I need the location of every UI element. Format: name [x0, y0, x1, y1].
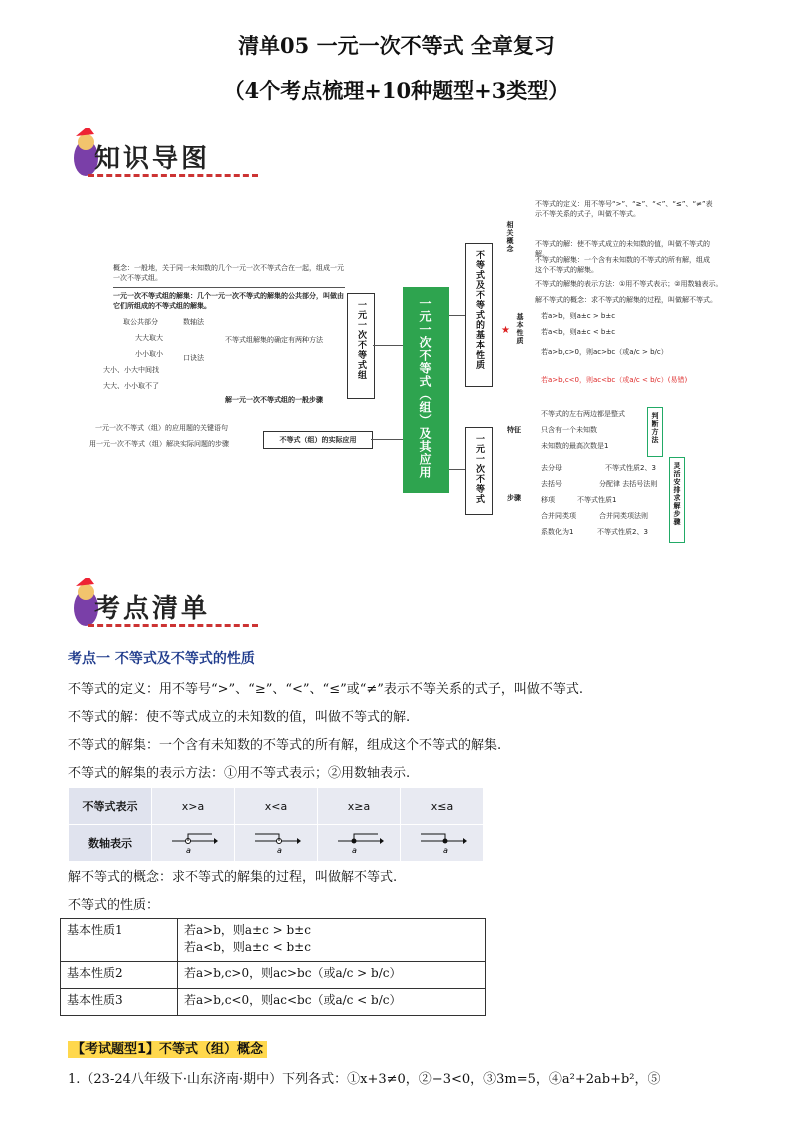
banner-mindmap-text: 知识导图 [94, 144, 211, 174]
question-type-tag: 【考试题型1】不等式（组）概念 [68, 1038, 267, 1057]
number-line-table: 不等式表示 x>a x<a x≥a x≤a 数轴表示 a a a a [68, 787, 484, 862]
solution-text: 不等式的解：使不等式成立的未知数的值，叫做不等式的解. [68, 710, 411, 725]
solution-set-text: 一元一次不等式组的解集：几个一元一次不等式的解集的公共部分，叫做由它们所组成的不等式组的解集。 [113, 292, 344, 310]
section-heading: 考点一 不等式及不等式的性质 [68, 651, 255, 667]
mind-map: 一元一次不等式（组）及其应用 一元一次不等式组 不等式（组）的实际应用 不等式及不等式的基本性质 一元一次不等式 概念：一般地，关于同一未知数的几个一元一次不等式合在一起，组成一元一次不等式组。 一元一次不等式组的解集：几个一元一次不等式的解集的公共部分，叫做由它们所组成的不等式组的解集。 取公共部分 数轴法 大大取大 小小取小 大小、小大中间找 大大、小小取不了 口诀法 不等式组解集的确定有两种方法 解一元一次不等式组的一般步骤 一元一次不等式（组）的应用题的关键语句 用一元一次不等式（组）解决实际问题的步骤 相关概念 不等式的定义：用不等号“>”、“≥”、“<”、“≤”、“≠”表示不等关系的式子，叫做不等式。 不等式的解：使不等式成立的未知数的值，叫做不等式的解。 不等式的解集：一个含有未知数的不等式的所有解，组成这个不等式的解集。 不等式的解集的表示方法：①用不等式表示；②用数轴表示。 解不等式的概念：求不等式的解集的过程，叫做解不等式。 ★ 基本性质 若a>b，则a±c > b±c 若a<b，则a±c < b±c 若a>b,c>0，则ac>bc（或a/c > b/c） 若a>b,c<0，则ac<bc（或a/c < b/c）(易错) 特征 不等式的左右两边都是整式 只含有一个未知数 未知数的最高次数是1 判断方法 步骤 去分母 不等式性质2、3 去括号 分配律 去括号法则 移项 不等式性质1 合并同类项 合并同类项法则 系数化为1 不等式性质2、3 灵活安排求解步骤 [85, 195, 725, 550]
number-line-gt [152, 825, 235, 862]
svg-text:a: a [186, 845, 191, 855]
page-subtitle: （4个考点梳理+10种题型+3类型） [223, 78, 570, 103]
solve-concept-text: 解不等式的概念：求不等式的解集的过程，叫做解不等式. [68, 870, 398, 885]
banner-checklist [68, 578, 258, 636]
branch-basic-properties: 不等式及不等式的基本性质 [465, 243, 493, 387]
properties-intro: 不等式的性质： [68, 898, 160, 913]
star-icon: ★ [501, 325, 510, 336]
number-line-lt [235, 825, 318, 862]
number-line-le [401, 825, 484, 862]
representation-text: 不等式的解集的表示方法：①用不等式表示；②用数轴表示. [68, 766, 411, 781]
solution-set-text: 不等式的解集：一个含有未知数的不等式的所有解，组成这个不等式的解集. [68, 738, 502, 753]
svg-text:a: a [277, 845, 282, 855]
definition-text: 不等式的定义：用不等号“>”、“≥”、“<”、“≤”或“≠”表示不等关系的式子，叫做不等式. [68, 682, 584, 697]
svg-text:a: a [352, 845, 357, 855]
banner-checklist-text: 考点清单 [94, 594, 211, 624]
concept-text: 概念：一般地，关于同一未知数的几个一元一次不等式合在一起，组成一元一次不等式组。 [113, 264, 344, 282]
number-line-ge [318, 825, 401, 862]
banner-mindmap [68, 128, 258, 186]
branch-application: 不等式（组）的实际应用 [263, 431, 373, 449]
page-title: 清单05 一元一次不等式 全章复习 [238, 33, 555, 58]
branch-inequality-group: 一元一次不等式组 [347, 293, 375, 399]
branch-linear-inequality: 一元一次不等式 [465, 427, 493, 515]
properties-table: 基本性质1 若a>b，则a±c > b±c 若a<b，则a±c < b±c 基本性质2 若a>b,c>0，则ac>bc（或a/c > b/c） 基本性质3 若a>b,c<0，则ac<bc（或a/c < b/c） [60, 918, 486, 1016]
mind-map-center: 一元一次不等式（组）及其应用 [403, 287, 449, 493]
question-1: 1.（23-24八年级下·山东济南·期中）下列各式：①x+3≠0，②−3<0，③3m=5，④a²+2ab+b²，⑤ [68, 1072, 661, 1087]
svg-text:a: a [443, 845, 448, 855]
